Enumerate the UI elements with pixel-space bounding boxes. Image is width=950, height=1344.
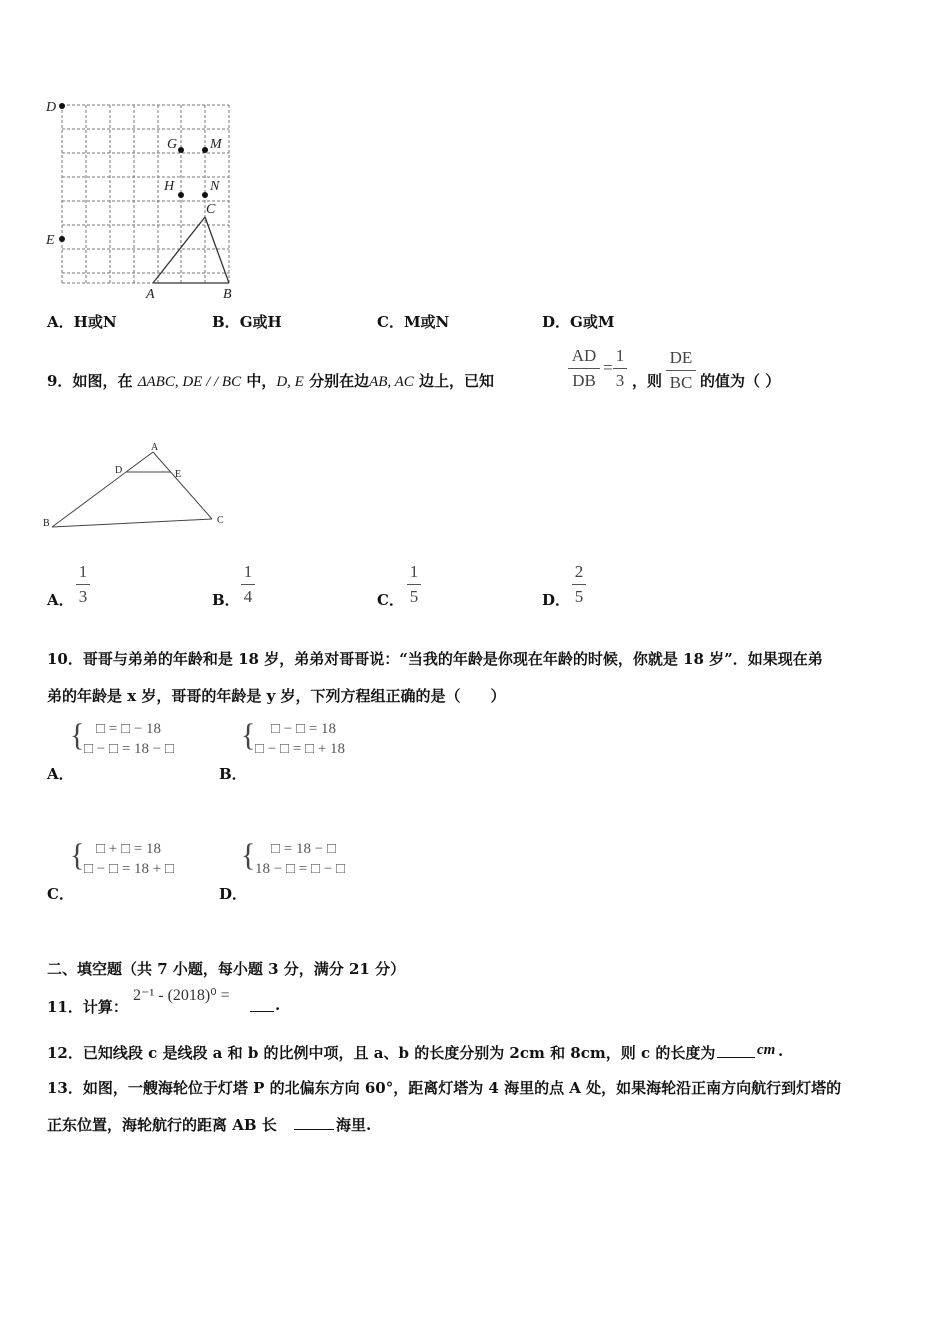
q9-triangle-figure (40, 438, 240, 538)
q10-option-c-label[interactable]: C． (47, 885, 74, 903)
q9-label-e: E (175, 469, 182, 480)
q10-option-d-label[interactable]: D． (219, 885, 248, 903)
q9-label-a: A (151, 442, 159, 453)
q8-label-h: H (164, 179, 175, 194)
q9-option-d-label[interactable]: D． (542, 591, 571, 609)
q13-line2-end: 海里. (336, 1116, 372, 1134)
q13-line2-start: 正东位置，海轮航行的距离 AB 长 (47, 1116, 277, 1134)
q10-stem-line1: 10．哥哥与弟弟的年龄和是 18 岁，弟弟对哥哥说：“当我的年龄是你现在年龄的时候，你就是 18 岁”．如果现在弟 (47, 650, 823, 668)
q10-option-a-system[interactable]: { □ = □ − 18 □ − □ = 18 − □ (70, 718, 175, 757)
q8-option-d[interactable]: D．G或M (542, 313, 615, 331)
q8-label-m: M (210, 137, 222, 152)
q8-option-c[interactable]: C．M或N (377, 313, 450, 331)
q8-option-b[interactable]: B．G或H (212, 313, 282, 331)
q10-option-b-system[interactable]: { □ − □ = 18 □ − □ = □ + 18 (241, 718, 346, 757)
q9-label-d: D (115, 465, 123, 476)
q8-grid-figure (40, 95, 240, 305)
q12-text: 12．已知线段 c 是线段 a 和 b 的比例中项，且 a、b 的长度分别为 2cm 和 8cm，则 c 的长度为 (47, 1044, 716, 1062)
q13-answer-blank[interactable] (294, 1114, 334, 1130)
q9-ask-fraction: DE BC (666, 348, 696, 393)
q12-answer-blank[interactable] (717, 1042, 755, 1058)
q8-label-g: G (167, 137, 178, 152)
q9-option-d-fraction[interactable]: 2 5 (572, 562, 586, 607)
q11-answer-blank[interactable] (250, 996, 274, 1012)
section-2-heading: 二、填空题（共 7 小题，每小题 3 分，满分 21 分） (47, 960, 406, 978)
q9-label-b: B (43, 518, 50, 529)
q10-option-a-label[interactable]: A． (47, 765, 74, 783)
q8-label-n: N (210, 179, 220, 194)
q9-option-a-label[interactable]: A． (47, 591, 74, 609)
q8-label-e: E (46, 233, 55, 248)
q13-line1: 13．如图，一艘海轮位于灯塔 P 的北偏东方向 60°，距离灯塔为 4 海里的点 A 处，如果海轮沿正南方向航行到灯塔的 (47, 1079, 842, 1097)
q11-prefix: 11．计算： (47, 998, 128, 1016)
q9-given-fraction: AD DB (568, 346, 600, 391)
q9-option-a-fraction[interactable]: 1 3 (76, 562, 90, 607)
q11-period: . (275, 996, 281, 1014)
q9-given-value: 1 3 (613, 346, 627, 391)
q9-label-c: C (217, 515, 224, 526)
q8-label-c: C (206, 202, 216, 217)
q8-label-d: D (46, 100, 57, 115)
q9-ask-text: 的值为（ ） (700, 372, 781, 390)
q9-option-b-fraction[interactable]: 1 4 (241, 562, 255, 607)
q10-option-c-system[interactable]: { □ + □ = 18 □ − □ = 18 + □ (70, 838, 175, 877)
q9-equals: = (603, 358, 613, 377)
q10-option-d-system[interactable]: { □ = 18 − □ 18 − □ = □ − □ (241, 838, 346, 877)
q9-then: ，则 (632, 372, 663, 390)
q12-period: . (778, 1042, 784, 1060)
q9-stem: 9．如图，在 ΔABC, DE / / BC 中，D, E 分别在边AB, AC 边上，已知 (47, 372, 495, 390)
q12-unit: cm (757, 1042, 776, 1058)
q9-option-b-label[interactable]: B． (212, 591, 240, 609)
q8-option-a[interactable]: A．H或N (47, 313, 117, 331)
q10-option-b-label[interactable]: B． (219, 765, 247, 783)
q8-label-a: A (146, 287, 155, 302)
q9-option-c-label[interactable]: C． (377, 591, 404, 609)
q11-expression: 2⁻¹ - (2018)⁰ = (133, 987, 230, 1004)
q10-stem-line2: 弟的年龄是 x 岁，哥哥的年龄是 y 岁，下列方程组正确的是（ ） (47, 687, 506, 705)
q9-option-c-fraction[interactable]: 1 5 (407, 562, 421, 607)
q8-label-b: B (223, 287, 232, 302)
